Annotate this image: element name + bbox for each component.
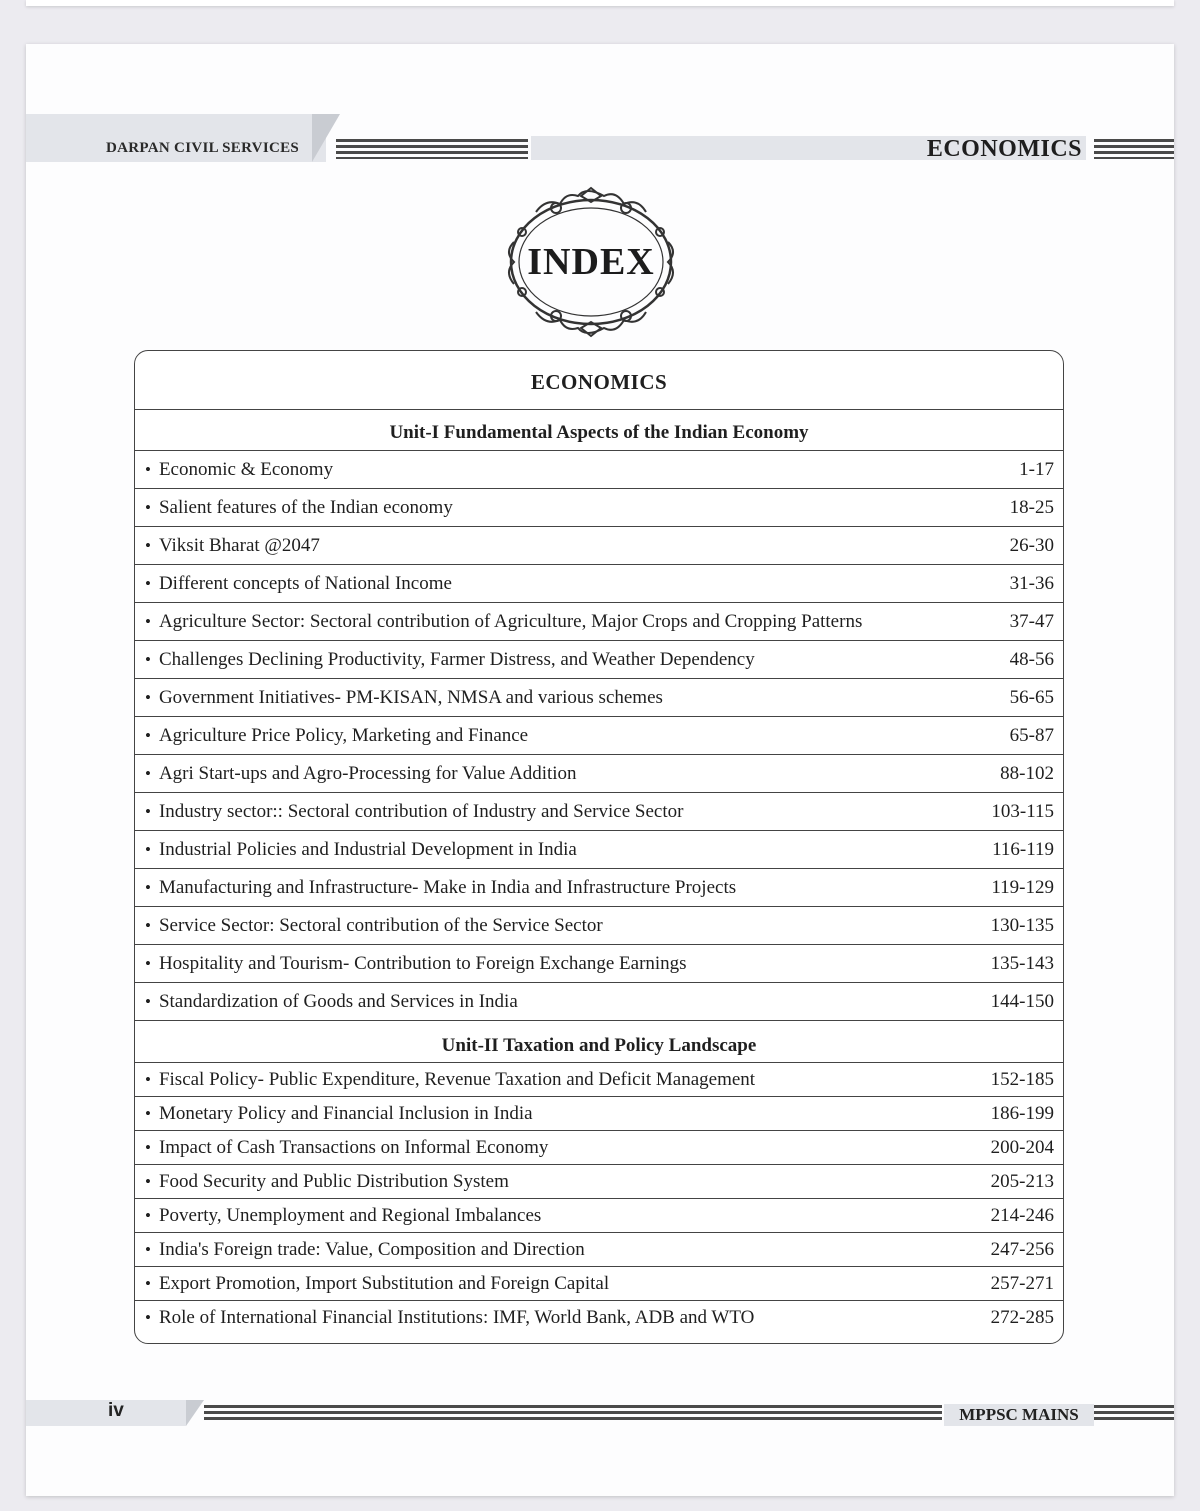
index-entry-pages: 247-256 (990, 1238, 1054, 1260)
index-entry-pages: 37-47 (1009, 610, 1054, 632)
index-entry-pages: 56-65 (1009, 686, 1054, 708)
footer-slant (186, 1400, 204, 1426)
header-brand: DARPAN CIVIL SERVICES (106, 140, 300, 156)
index-row (135, 1097, 1063, 1131)
index-row (135, 1165, 1063, 1199)
index-row (135, 831, 1063, 869)
index-entry-title: • Different concepts of National Income (145, 573, 452, 595)
index-entry-title: • Food Security and Public Distribution System (145, 1171, 509, 1193)
index-row (135, 907, 1063, 945)
index-entry-title: • Agriculture Price Policy, Marketing and Finance (145, 725, 528, 747)
index-row (135, 565, 1063, 603)
index-entry-pages: 31-36 (1009, 572, 1054, 594)
unit-2-items (135, 1063, 1063, 1335)
index-table (134, 350, 1064, 1344)
index-title: INDEX (527, 241, 655, 283)
index-entry-title: • Challenges Declining Productivity, Farmer Distress, and Weather Dependency (145, 649, 755, 671)
index-row (135, 641, 1063, 679)
index-table-title: ECONOMICS (135, 351, 1063, 410)
unit-heading: Unit-II Taxation and Policy Landscape (135, 1021, 1063, 1063)
index-row (135, 1267, 1063, 1301)
document-page (26, 44, 1174, 1496)
index-entry-title: • Viksit Bharat @2047 (145, 535, 320, 557)
footer-rule-lines (204, 1405, 942, 1423)
index-entry-title: • Role of International Financial Institutions: IMF, World Bank, ADB and WTO (145, 1307, 754, 1329)
footer-right-rule-lines (1094, 1405, 1174, 1423)
index-entry-title: • Agri Start-ups and Agro-Processing for Value Addition (145, 763, 577, 785)
index-entry-pages: 186-199 (990, 1102, 1054, 1124)
footer-exam-label: MPPSC MAINS (944, 1404, 1094, 1426)
index-entry-pages: 257-271 (990, 1272, 1054, 1294)
previous-page-edge (26, 0, 1174, 6)
index-row (135, 869, 1063, 907)
index-entry-pages: 272-285 (990, 1307, 1054, 1328)
index-row (135, 1063, 1063, 1097)
index-entry-pages: 1-17 (1019, 458, 1054, 480)
index-row (135, 717, 1063, 755)
index-entry-pages: 26-30 (1009, 534, 1054, 556)
unit-heading: Unit-I Fundamental Aspects of the Indian Economy (135, 410, 1063, 451)
unit-1-items (135, 451, 1063, 1021)
index-entry-title: • Monetary Policy and Financial Inclusion in India (145, 1103, 533, 1125)
index-entry-title: • Impact of Cash Transactions on Informal Economy (145, 1137, 548, 1159)
index-row (135, 527, 1063, 565)
index-entry-pages: 65-87 (1009, 724, 1054, 746)
index-entry-title: • Poverty, Unemployment and Regional Imbalances (145, 1205, 541, 1227)
index-entry-pages: 48-56 (1009, 648, 1054, 670)
index-row (135, 983, 1063, 1021)
index-entry-pages: 103-115 (991, 800, 1054, 822)
index-entry-title: • Fiscal Policy- Public Expenditure, Revenue Taxation and Deficit Management (145, 1069, 755, 1091)
page-number: iv (108, 1400, 124, 1421)
index-entry-pages: 116-119 (992, 838, 1054, 860)
index-entry-pages: 205-213 (990, 1170, 1054, 1192)
index-entry-title: • Economic & Economy (145, 459, 333, 481)
index-row (135, 793, 1063, 831)
index-entry-title: • Hospitality and Tourism- Contribution to Foreign Exchange Earnings (145, 953, 687, 975)
index-entry-pages: 88-102 (1000, 762, 1054, 784)
index-row (135, 945, 1063, 983)
index-entry-title: • Salient features of the Indian economy (145, 497, 453, 519)
index-entry-title: • Agriculture Sector: Sectoral contribution of Agriculture, Major Crops and Cropping Patterns (145, 611, 862, 633)
index-entry-title: • Standardization of Goods and Services in India (145, 991, 518, 1013)
index-entry-pages: 144-150 (990, 990, 1054, 1012)
index-row (135, 451, 1063, 489)
index-entry-title: • Export Promotion, Import Substitution and Foreign Capital (145, 1273, 609, 1295)
index-entry-pages: 135-143 (990, 952, 1054, 974)
index-entry-title: • India's Foreign trade: Value, Composition and Direction (145, 1239, 585, 1261)
index-entry-title: • Industry sector:: Sectoral contribution of Industry and Service Sector (145, 801, 683, 823)
index-entry-title: • Manufacturing and Infrastructure- Make in India and Infrastructure Projects (145, 877, 736, 899)
index-row (135, 603, 1063, 641)
index-entry-pages: 200-204 (990, 1136, 1054, 1158)
index-entry-pages: 119-129 (991, 876, 1054, 898)
index-row (135, 489, 1063, 527)
index-row (135, 1199, 1063, 1233)
header-rule-lines (336, 139, 528, 159)
index-row (135, 1233, 1063, 1267)
footer-left-tab (26, 1400, 186, 1426)
index-entry-title: • Industrial Policies and Industrial Development in India (145, 839, 577, 861)
index-entry-title: • Government Initiatives- PM-KISAN, NMSA and various schemes (145, 687, 663, 709)
index-entry-pages: 18-25 (1009, 496, 1054, 518)
index-row (135, 1131, 1063, 1165)
index-entry-pages: 152-185 (990, 1068, 1054, 1090)
header-right-rule-lines (1094, 139, 1174, 159)
index-row (135, 755, 1063, 793)
header-subject: ECONOMICS (926, 136, 1082, 162)
index-entry-pages: 214-246 (990, 1204, 1054, 1226)
index-row (135, 679, 1063, 717)
index-entry-pages: 130-135 (990, 914, 1054, 936)
index-entry-title: • Service Sector: Sectoral contribution of the Service Sector (145, 915, 603, 937)
index-row (135, 1301, 1063, 1335)
